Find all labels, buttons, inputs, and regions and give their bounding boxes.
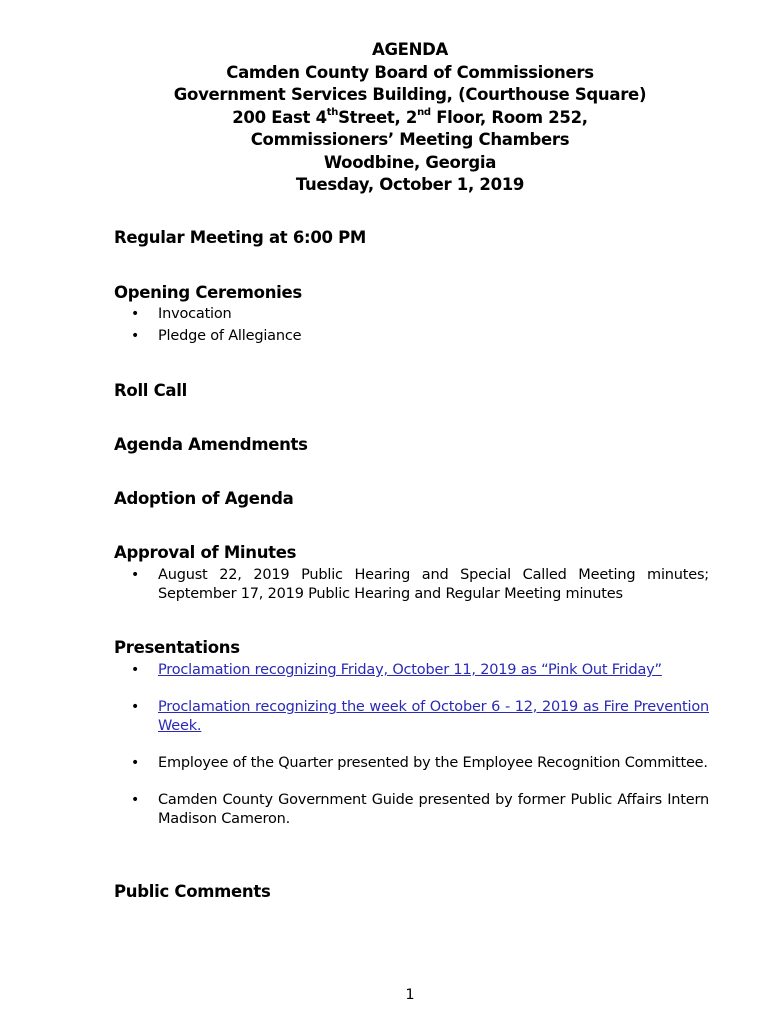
item-text: Employee of the Quarter presented by the Employee Recognition Committee. xyxy=(158,755,708,771)
bullet-icon: • xyxy=(131,755,140,771)
list-item xyxy=(131,791,709,829)
list-item xyxy=(131,566,709,604)
address-street: Street, 2 xyxy=(338,107,418,127)
bullet-icon: • xyxy=(131,567,140,583)
bullet-icon: • xyxy=(131,662,140,678)
item-text: Invocation xyxy=(158,306,232,322)
address-line xyxy=(0,107,770,130)
regular-meeting-heading: Regular Meeting at 6:00 PM xyxy=(114,228,367,247)
list-item xyxy=(131,754,709,773)
bullet-icon: • xyxy=(131,328,140,344)
item-text: Camden County Government Guide presented by former Public Affairs Intern Madison Cameron. xyxy=(158,792,709,827)
approval-of-minutes-heading: Approval of Minutes xyxy=(114,543,297,562)
item-text: August 22, 2019 Public Hearing and Special Called Meeting minutes; September 17, 2019 Public Hearing and Regular Meeting minutes xyxy=(158,567,709,602)
address-ordinal-nd: nd xyxy=(417,107,431,118)
meeting-date: Tuesday, October 1, 2019 xyxy=(295,175,525,194)
fire-prevention-week-link[interactable]: Proclamation recognizing the week of October 6 - 12, 2019 as Fire Prevention Week. xyxy=(158,699,709,734)
page-number: 1 xyxy=(405,987,415,1003)
board-name: Camden County Board of Commissioners xyxy=(226,62,594,82)
address-ordinal-th: th xyxy=(326,107,339,118)
agenda-amendments-heading: Agenda Amendments xyxy=(114,435,308,454)
opening-ceremonies-list xyxy=(131,305,709,346)
pink-out-friday-link[interactable]: Proclamation recognizing Friday, October 11, 2019 as “Pink Out Friday” xyxy=(158,662,662,678)
roll-call-heading: Roll Call xyxy=(114,381,187,400)
list-item xyxy=(131,661,709,680)
bullet-icon: • xyxy=(131,306,140,322)
list-item xyxy=(131,698,709,736)
address-number: 200 East 4 xyxy=(232,107,327,127)
agenda-header xyxy=(0,39,770,197)
building-name: Government Services Building, (Courthouse Square) xyxy=(173,85,647,104)
agenda-title: AGENDA xyxy=(371,40,449,59)
presentations-list xyxy=(131,661,709,829)
item-text: Pledge of Allegiance xyxy=(158,328,302,344)
public-comments-heading: Public Comments xyxy=(114,882,271,901)
opening-ceremonies-heading: Opening Ceremonies xyxy=(114,283,302,302)
minutes-list xyxy=(131,566,709,604)
list-item xyxy=(131,327,709,346)
address-floor-room: Floor, Room 252, xyxy=(430,107,588,127)
city-state: Woodbine, Georgia xyxy=(323,152,497,172)
list-item xyxy=(131,305,709,324)
presentations-heading: Presentations xyxy=(114,638,240,657)
adoption-of-agenda-heading: Adoption of Agenda xyxy=(114,489,294,508)
bullet-icon: • xyxy=(131,792,140,808)
chambers-name: Commissioners’ Meeting Chambers xyxy=(250,130,570,149)
bullet-icon: • xyxy=(131,699,140,715)
